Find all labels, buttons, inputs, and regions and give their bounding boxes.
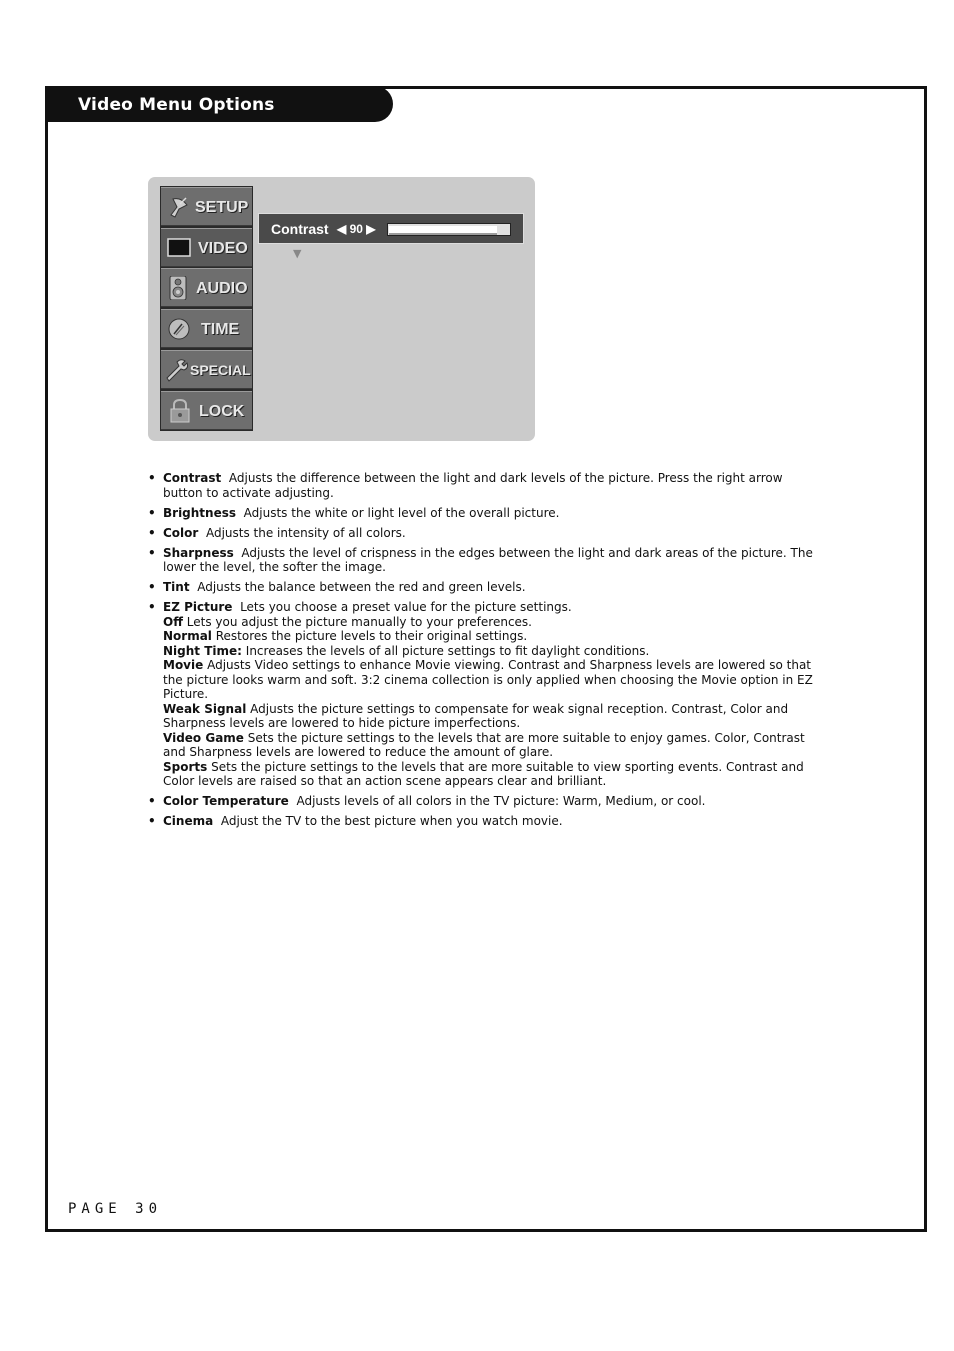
list-item: • Brightness Adjusts the white or light level of the overall picture. xyxy=(148,505,560,520)
page-number: PAGE 30 xyxy=(68,1201,163,1217)
descriptions-list xyxy=(148,471,820,834)
ez-option: Sports Sets the picture settings to the levels that are more suitable to view sporting events. Contrast and Color levels are raised so that an action scene appears clear and brilliant. xyxy=(163,759,804,788)
menu-item-special[interactable] xyxy=(161,350,252,389)
menu-label-special: SPECIAL xyxy=(190,362,251,378)
ez-option: Normal Restores the picture levels to their original settings. xyxy=(163,629,528,643)
contrast-setting-label: Contrast xyxy=(271,221,329,237)
contrast-slider[interactable] xyxy=(387,223,511,236)
ez-option: Movie Adjusts Video settings to enhance Movie viewing. Contrast and Sharpness levels are lowered so that the picture looks warm and soft. 3:2 cinema collection is only applied when choosing the Movie option in EZ Picture. xyxy=(163,658,813,701)
ez-option: Weak Signal Adjusts the picture settings to compensate for weak signal reception. Contrast, Color and Sharpness levels are lowered to hide picture imperfections. xyxy=(163,701,789,730)
contrast-slider-fill xyxy=(389,226,497,235)
list-item: • Color Adjusts the intensity of all colors. xyxy=(148,525,406,540)
menu-label-video: VIDEO xyxy=(198,240,248,257)
contrast-value: 90 xyxy=(349,222,363,236)
menu-item-lock[interactable] xyxy=(161,391,252,430)
menu-item-audio[interactable] xyxy=(161,268,252,307)
ez-option: Off Lets you adjust the picture manually to your preferences. xyxy=(163,614,532,629)
ez-option: Night Time: Increases the levels of all picture settings to fit daylight conditions. xyxy=(163,643,650,658)
list-item: • EZ Picture Lets you choose a preset value for the picture settings. Off Lets you adjust the picture manually to your preferences. Normal Restores the picture levels to their original settings. Night Time: Increases the levels of all picture settings to fit daylight conditions. Movie Adjusts Video settings to enhance Movie viewing. Contrast and Sharpness levels are lowered so that the picture looks warm and soft. 3:2 cinema collection is only applied when choosing the Movie option in EZ Picture. Weak Signal Adjusts the picture settings to compensate for weak signal reception. Contrast, Color and Sharpness levels are lowered to hide picture imperfections. Video Game Sets the picture settings to the levels that are more suitable to enjoy games. Color, Contrast and Sharpness levels are lowered to reduce the amount of glare. Sports Sets the picture settings to the levels that are more suitable to view sporting events. Contrast and Color levels are raised so that an action scene appears clear and brilliant. xyxy=(148,600,820,789)
wrench-icon xyxy=(165,358,189,382)
menu-label-lock: LOCK xyxy=(199,403,245,420)
list-item: • Color Temperature Adjusts levels of all colors in the TV picture: Warm, Medium, or cool. xyxy=(148,794,706,808)
menu-label-setup: SETUP xyxy=(195,199,249,216)
menu-label-time: TIME xyxy=(201,321,240,338)
ez-option: Video Game Sets the picture settings to the levels that are more suitable to enjoy games. Color, Contrast and Sharpness levels are lowered to reduce the amount of glare. xyxy=(163,730,805,759)
menu-label-audio: AUDIO xyxy=(196,280,248,297)
list-item: • Contrast Adjusts the difference between the light and dark levels of the picture. Press the right arrow button to activate adjusting. xyxy=(148,471,783,500)
speaker-icon xyxy=(167,276,191,300)
menu-item-video[interactable] xyxy=(161,228,252,267)
list-item: • Cinema Adjust the TV to the best picture when you watch movie. xyxy=(148,814,563,828)
contrast-setting[interactable] xyxy=(258,213,524,244)
list-item: • Tint Adjusts the balance between the red and green levels. xyxy=(148,580,526,594)
satellite-icon xyxy=(167,195,191,219)
clock-icon xyxy=(167,317,191,341)
tv-screen-icon xyxy=(167,236,191,260)
menu-item-time[interactable] xyxy=(161,309,252,348)
down-arrow-icon: ▼ xyxy=(293,247,302,260)
contrast-value-readout: ◀ 90 ▶ xyxy=(337,222,376,236)
list-item: • Sharpness Adjusts the level of crispness in the edges between the light and dark areas of the picture. The lower the level, the softer the image. xyxy=(148,545,813,574)
menu-item-setup[interactable] xyxy=(161,187,252,226)
padlock-icon xyxy=(168,397,192,425)
page-title: Video Menu Options xyxy=(78,95,275,115)
